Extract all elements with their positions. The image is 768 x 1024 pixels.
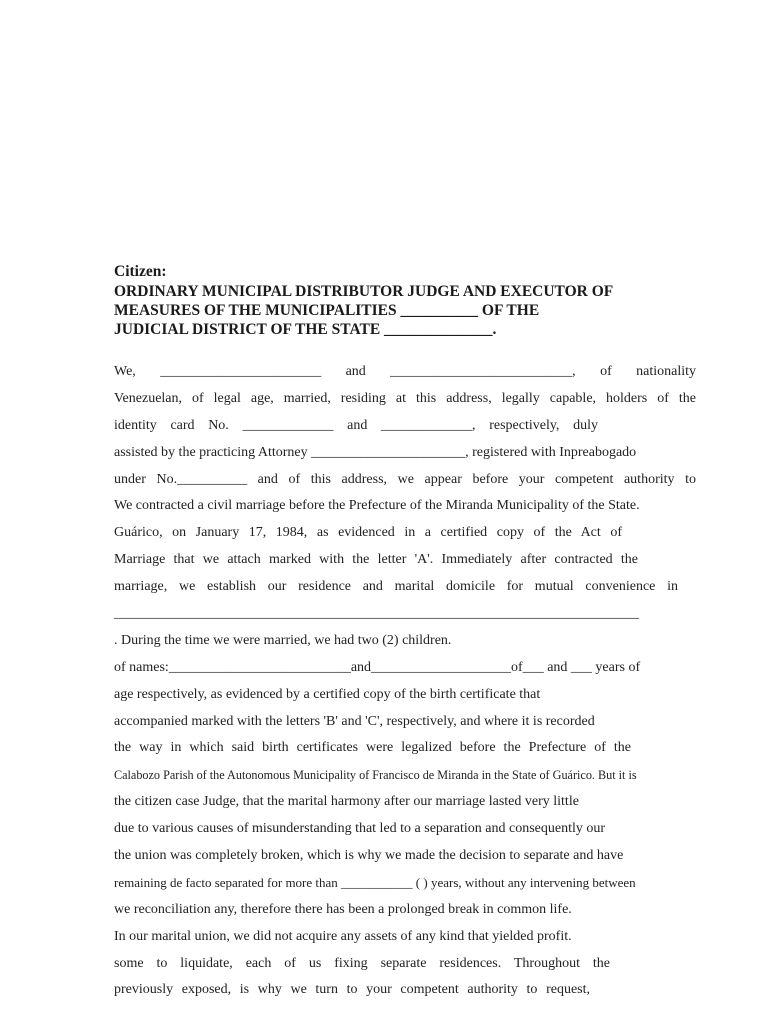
body-line-15: the way in which said birth certificates were legalized before the Prefecture of the: [114, 740, 631, 756]
salutation: Citizen:: [114, 263, 167, 280]
body-line-5: under No.__________ and of this address, we appear before your competent authority to: [114, 471, 696, 487]
body-line-9: marriage, we establish our residence and marital domicile for mutual convenience in: [114, 579, 678, 595]
body-line-11: . During the time we were married, we had two (2) children.: [114, 632, 452, 648]
body-line-13: age respectively, as evidenced by a certified copy of the birth certificate that: [114, 686, 541, 702]
body-line-12: of names:__________________________and____________________of___ and ___ years of: [114, 659, 641, 675]
body-line-8: Marriage that we attach marked with the letter 'A'. Immediately after contracted the: [114, 552, 638, 568]
body-line-14: accompanied marked with the letters 'B' and 'C', respectively, and where it is recorded: [114, 713, 595, 729]
body-line-20: remaining de facto separated for more than ___________ ( ) years, without any intervening between: [114, 874, 636, 890]
blank-line: ___________________________________________________________________________: [114, 606, 639, 622]
body-line-24: previously exposed, is why we turn to your competent authority to request,: [114, 982, 590, 998]
body-line-21: we reconciliation any, therefore there has been a prolonged break in common life.: [114, 901, 572, 917]
body-line-2: Venezuelan, of legal age, married, residing at this address, legally capable, holders of the: [114, 390, 696, 406]
body-line-16: Calabozo Parish of the Autonomous Municipality of Francisco de Miranda in the State of Guárico. But it is: [114, 768, 637, 783]
body-line-4: assisted by the practicing Attorney ______________________, registered with Inpreabogado: [114, 444, 637, 460]
heading-line-1: ORDINARY MUNICIPAL DISTRIBUTOR JUDGE AND EXECUTOR OF: [114, 283, 614, 300]
body-line-17: the citizen case Judge, that the marital harmony after our marriage lasted very little: [114, 794, 579, 810]
petition-body: [114, 359, 696, 1004]
heading-line-2: MEASURES OF THE MUNICIPALITIES __________ OF THE: [114, 302, 540, 319]
body-line-23: some to liquidate, each of us fixing separate residences. Throughout the: [114, 955, 610, 971]
body-line-18: due to various causes of misunderstanding that led to a separation and consequently our: [114, 821, 606, 837]
document-page: [114, 262, 696, 1004]
body-line-6: We contracted a civil marriage before the Prefecture of the Miranda Municipality of the State.: [114, 498, 640, 514]
body-line-7: Guárico, on January 17, 1984, as evidenced in a certified copy of the Act of: [114, 525, 622, 541]
body-line-3: identity card No. _____________ and _____________, respectively, duly: [114, 417, 598, 433]
heading-line-3: JUDICIAL DISTRICT OF THE STATE ______________.: [114, 321, 497, 338]
body-line-22: In our marital union, we did not acquire any assets of any kind that yielded profit.: [114, 928, 572, 944]
body-line-19: the union was completely broken, which is why we made the decision to separate and have: [114, 848, 624, 864]
body-line-1: We, _______________________ and __________________________, of nationality: [114, 364, 696, 379]
